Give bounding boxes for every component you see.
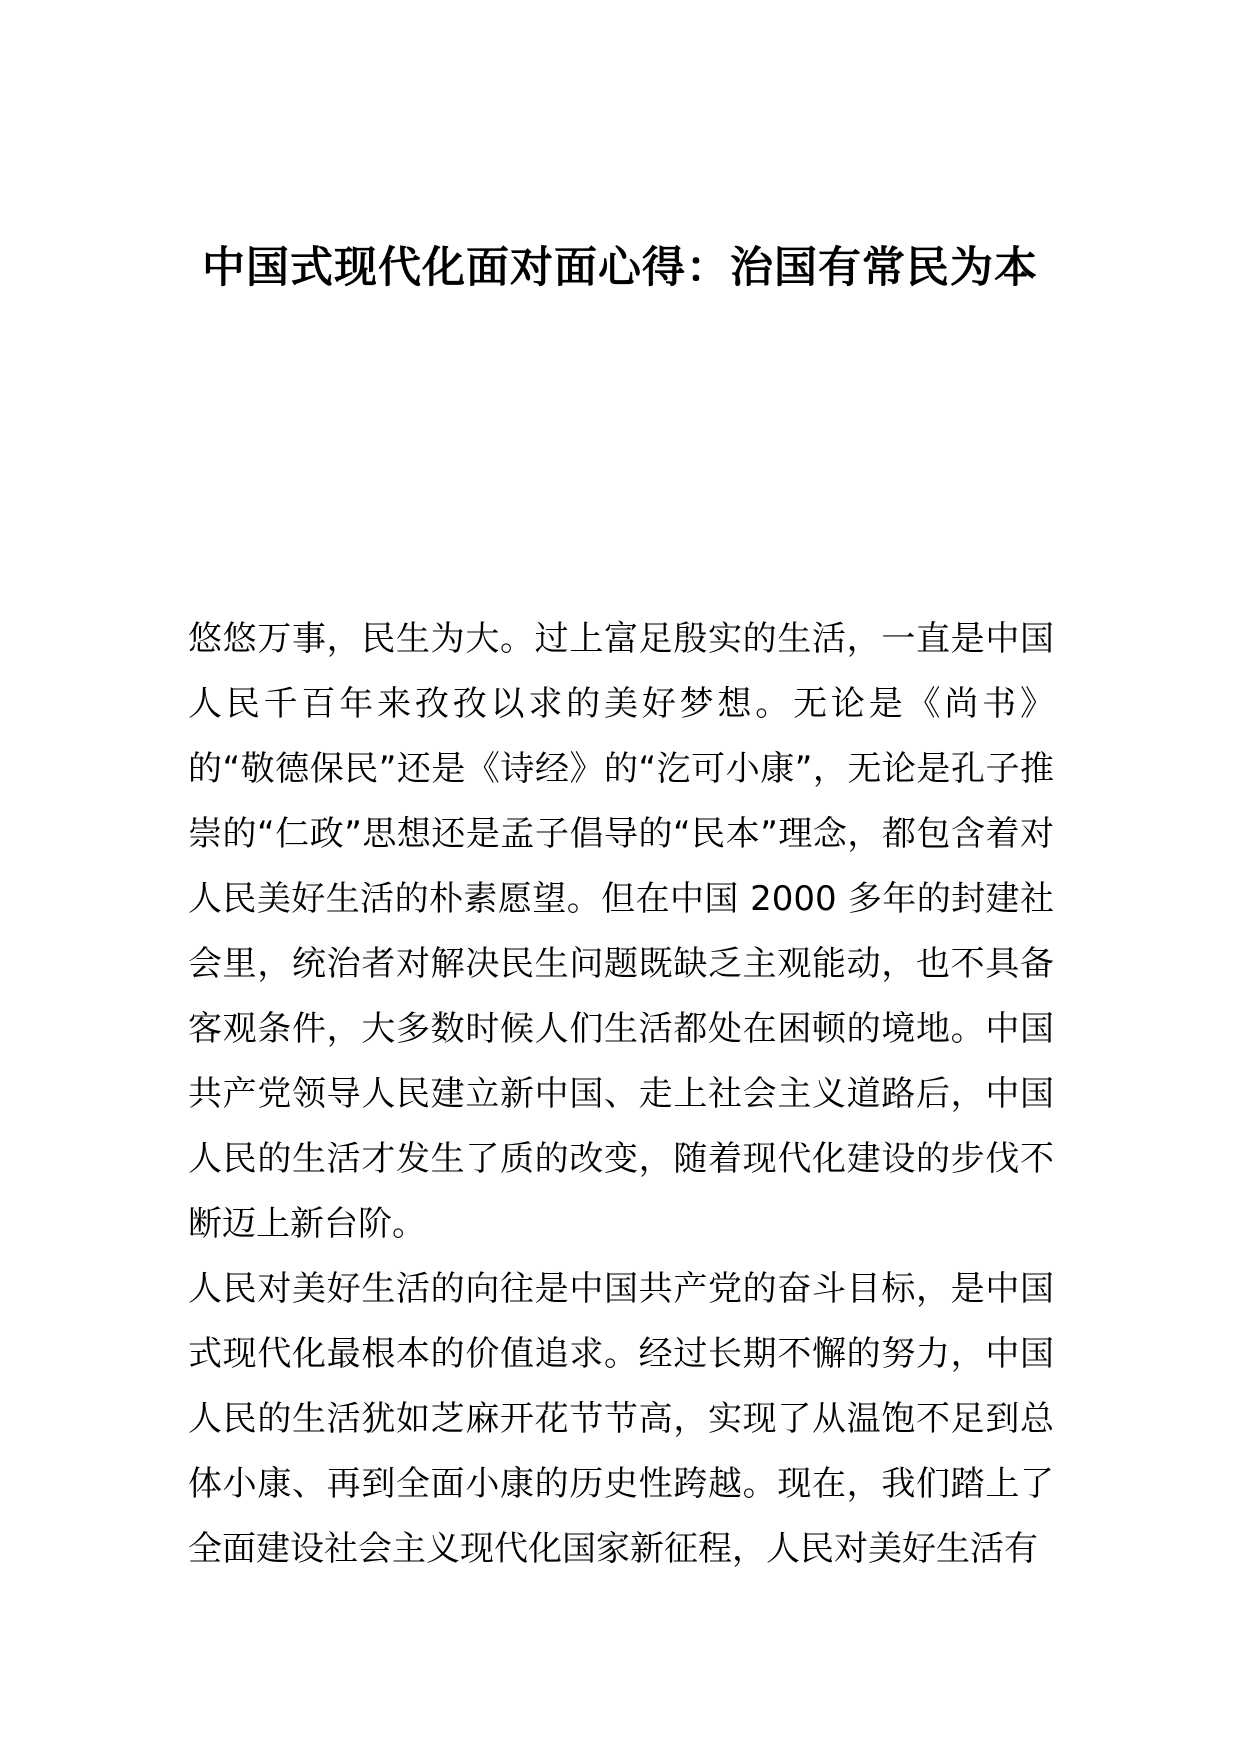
document-body [188, 607, 1054, 1582]
paragraph-2: 人民对美好生活的向往是中国共产党的奋斗目标，是中国式现代化最根本的价值追求。经过长期不懈的努力，中国人民的生活犹如芝麻开花节节高，实现了从温饱不足到总体小康、再到全面小康的历史性跨越。现在，我们踏上了全面建设社会主义现代化国家新征程，人民对美好生活有 [188, 1269, 1054, 1569]
document-title: 中国式现代化面对面心得：治国有常民为本 [202, 243, 1038, 293]
paragraph-1: 悠悠万事，民生为大。过上富足殷实的生活，一直是中国人民千百年来孜孜以求的美好梦想。无论是《尚书》的“敬德保民”还是《诗经》的“汔可小康”，无论是孔子推崇的“仁政”思想还是孟子倡导的“民本”理念，都包含着对人民美好生活的朴素愿望。但在中国 2000 多年的封建社会里，统治者对解决民生问题既缺乏主观能动，也不具备客观条件，大多数时候人们生活都处在困顿的境地。中国共产党领导人民建立新中国、走上社会主义道路后，中国人民的生活才发生了质的改变，随着现代化建设的步伐不断迈上新台阶。 [188, 619, 1054, 1244]
